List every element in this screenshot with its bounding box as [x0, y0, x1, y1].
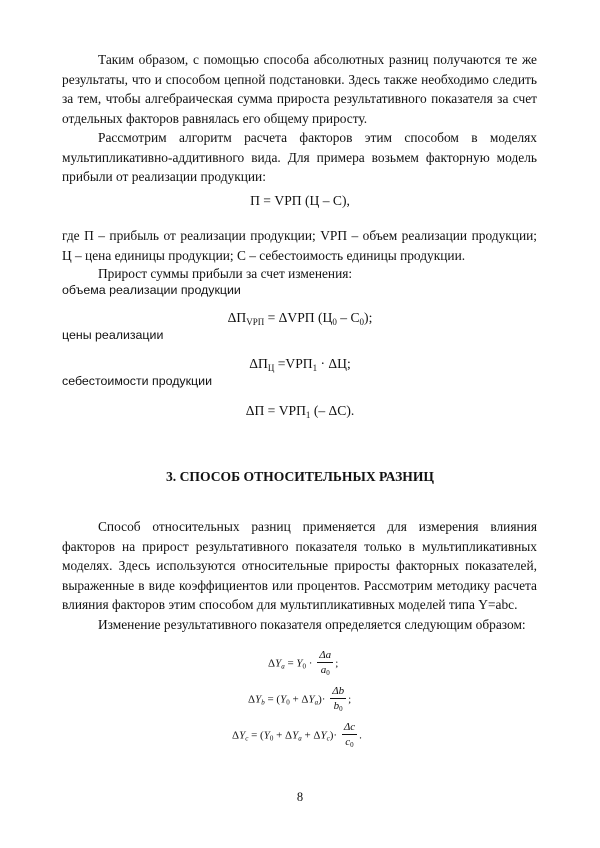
paragraph-relative-differences: Способ относительных разниц применяется для измерения влияния факторов на прирост результативного показателя только в мультипликативных моделях. Здесь используются относительные приросты факторных показателей, выраженные в виде коэффициентов или процентов. Рассмотрим методику расчета влияния факторов этим способом для мультипликативных моделей типа Y=abc. [62, 519, 537, 613]
formula-price-effect: $\Delta П_Ц =VРП_1 \cdot \Delta Ц$; [249, 356, 351, 373]
formula-volume-effect: $\Delta П_{VРП} = \Delta VРП$ $(Ц_0 - С_0)$; [227, 310, 373, 327]
formula-cost-effect: $\Delta П = VРП_1$ (– ΔС). [245, 403, 355, 420]
label-price: цены реализации [62, 328, 164, 342]
paragraph-profit-increase: Прирост суммы прибыли за счет изменения: [98, 266, 353, 281]
label-volume: объема реализации продукции [62, 283, 241, 297]
formula-delta-ya: $\Delta Y_a = Y_0$ · $\frac{\Delta a}{a_0}$ ; [268, 649, 339, 677]
paragraph-result-change: Изменение результативного показателя определяется следующим образом: [98, 617, 526, 632]
paragraph-absolute-differences-summary: Таким образом, с помощью способа абсолютных разниц получаются те же результаты, что и способом цепной подстановки. Здесь также необходимо следить за тем, чтобы алгебраическая сумма прироста результативного показателя за счет отдельных факторов равнялась его общему приросту. [62, 52, 537, 126]
formula-profit-model: П = VРП (Ц – С), [250, 193, 350, 208]
formula-delta-yc: $\Delta Y_c = (Y_0 + \Delta Y_a + \Delta Y_c)\cdot$ $\frac{\Delta c}{c_0}$ . [232, 721, 362, 749]
page-number: 8 [296, 790, 304, 804]
section-heading: 3. СПОСОБ ОТНОСИТЕЛЬНЫХ РАЗНИЦ [166, 469, 434, 484]
label-cost: себестоимости продукции [62, 374, 212, 388]
paragraph-variable-definitions: где П – прибыль от реализации продукции; VРП – объем реализации продукции; Ц – цена единицы продукции; С – себестоимость единицы продукции. [62, 228, 537, 263]
paragraph-algorithm-intro: Рассмотрим алгоритм расчета факторов этим способом в моделях мультипликативно-аддитивного вида. Для примера возьмем факторную модель прибыли от реализации продукции: [62, 130, 537, 185]
formula-delta-yb: $\Delta Y_b = (Y_0 + \Delta Y_a)\cdot$ $\frac{\Delta b}{b_0}$ ; [248, 685, 352, 713]
